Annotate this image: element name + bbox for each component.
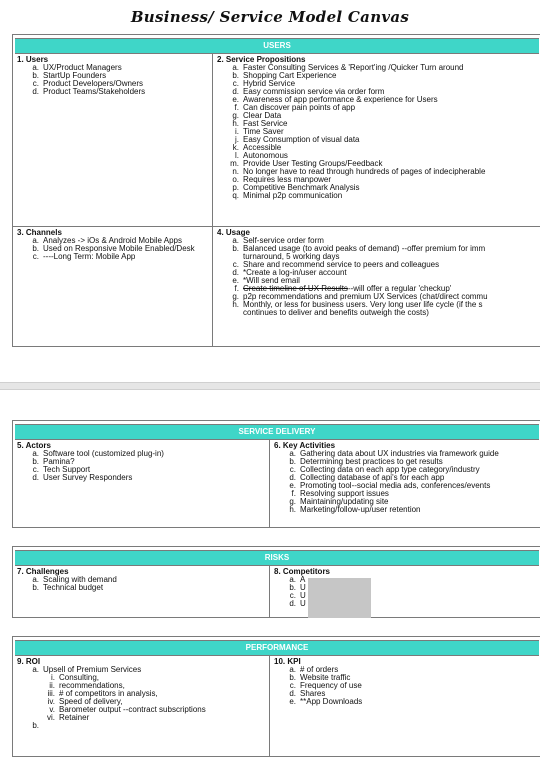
list-text: Retainer [59,713,90,722]
list-text: # of competitors in analysis, [59,689,158,698]
list-marker: b. [232,244,239,253]
list-marker: e. [232,276,239,285]
list-marker: iv. [47,697,55,706]
propositions-title: 2. Service Propositions [217,55,306,64]
list-marker: c. [232,79,239,88]
list-item [17,722,265,730]
list-marker: f. [234,103,239,112]
list-marker: d. [32,473,39,482]
list-text: U [300,599,306,608]
list-text: Product Teams/Stakeholders [43,87,146,96]
list-marker: v. [49,705,55,714]
list-text-continued: --will offer a regular 'checkup' [347,284,452,293]
actors-title: 5. Actors [17,441,51,450]
list-marker: e. [232,95,239,104]
list-text: Consulting, [59,673,100,682]
list-text: continues to deliver and benefits outweigh the costs) [243,308,429,317]
list-marker: ii. [49,681,55,690]
list-marker: h. [232,300,239,309]
list-marker: h. [232,119,239,128]
usage-list [217,237,535,317]
list-marker: b. [32,583,39,592]
list-marker: i. [51,673,55,682]
service-delivery-section [12,420,540,528]
list-marker: c. [232,260,239,269]
list-marker: a. [232,236,239,245]
list-marker: d. [289,599,296,608]
list-text: Marketing/follow-up/user retention [300,505,421,514]
roi-cell[interactable] [13,656,270,757]
list-text: Provide User Testing Groups/Feedback [243,159,383,168]
list-text: Monthly, or less for business users. Very long user life cycle (if the s [243,300,483,309]
users-section [12,34,540,347]
section-header-risks: RISKS [15,550,539,566]
list-marker: a. [32,236,39,245]
list-marker: h. [289,505,296,514]
roi-list [17,666,265,730]
kpi-list [274,666,535,706]
list-marker: b. [32,721,39,730]
list-text: Self-service order form [243,236,324,245]
list-text: Frequency of use [300,681,362,690]
list-text: Resolving support issues [300,489,389,498]
list-marker: d. [32,87,39,96]
list-marker: b. [32,457,39,466]
list-marker: iii. [47,689,55,698]
activities-list [274,450,535,514]
list-marker: f. [234,284,239,293]
list-marker: o. [232,175,239,184]
list-item [274,506,535,514]
list-text: Competitive Benchmark Analysis [243,183,360,192]
list-marker: c. [32,252,39,261]
page-title: Business/ Service Model Canvas [130,8,410,26]
list-text: A [300,575,306,584]
list-text: UX/Product Managers [43,63,122,72]
list-marker: g. [289,497,296,506]
list-text: turnaround, 5 working days [243,252,340,261]
page-break [0,382,540,390]
list-text: Barometer output --contract subscriptions [59,705,206,714]
section-header-users: USERS [15,38,539,54]
roi-title: 9. ROI [17,657,41,666]
list-marker: k. [232,143,239,152]
list-text: Maintaining/updating site [300,497,389,506]
list-text: Can discover pain points of app [243,103,356,112]
list-text: Collecting database of api's for each app [300,473,445,482]
list-text: Tech Support [43,465,91,474]
list-text: Determining best practices to get results [300,457,443,466]
list-item [17,714,265,722]
performance-section [12,636,540,757]
list-marker: c. [289,681,296,690]
list-marker: i. [235,127,239,136]
list-text: **App Downloads [300,697,363,706]
list-text: Technical budget [43,583,104,592]
redaction-block [308,578,371,618]
propositions-list [217,64,535,200]
risks-section [12,546,540,618]
users-list [17,64,208,96]
list-item [17,584,265,592]
list-item [274,698,535,706]
list-text: StartUp Founders [43,71,107,80]
competitors-title: 8. Competitors [274,567,331,576]
list-text: # of orders [300,665,339,674]
propositions-cell[interactable] [213,54,539,226]
list-item [17,253,208,261]
list-text: U [300,591,306,600]
channels-title: 3. Channels [17,228,62,237]
list-text: Collecting data on each app type category/industry [300,465,480,474]
actors-list [17,450,265,482]
list-text: Gathering data about UX industries via framework guide [300,449,499,458]
list-text: Promoting tool--social media ads, conferences/events [300,481,491,490]
list-item [217,309,535,317]
list-text: Used on Responsive Mobile Enabled/Desk [43,244,195,253]
list-marker: a. [289,575,296,584]
list-text: Create timeline of UX Results [243,284,348,293]
list-text: Easy commission service via order form [243,87,385,96]
list-text: Time Saver [243,127,284,136]
list-marker: l. [235,151,239,160]
list-marker: n. [232,167,239,176]
list-text: Faster Consulting Services & 'Report'ing /Quicker Turn around [243,63,464,72]
list-marker: e. [289,697,296,706]
list-text: Product Developers/Owners [43,79,144,88]
challenges-list [17,576,265,592]
list-marker: a. [289,449,296,458]
list-marker: p. [232,183,239,192]
list-text: Minimal p2p communication [243,191,343,200]
list-marker: b. [32,71,39,80]
list-marker [217,253,243,261]
list-text: recommendations, [59,681,125,690]
list-text: Upsell of Premium Services [43,665,142,674]
list-text: Fast Service [243,119,288,128]
list-marker: d. [232,268,239,277]
list-text: Shares [300,689,326,698]
list-marker: f. [291,489,296,498]
section-header-service-delivery: SERVICE DELIVERY [15,424,539,440]
challenges-cell[interactable] [13,566,270,618]
list-text: *Will send email [243,276,300,285]
list-marker: c. [289,465,296,474]
actors-cell[interactable] [13,440,270,528]
challenges-title: 7. Challenges [17,567,69,576]
list-text: Autonomous [243,151,288,160]
usage-cell[interactable] [213,227,539,347]
list-text: Pamina? [43,457,75,466]
list-marker: c. [289,591,296,600]
list-text: Accessible [243,143,282,152]
list-marker: b. [289,673,296,682]
list-text: U [300,583,306,592]
list-text: Software tool (customized plug-in) [43,449,164,458]
kpi-cell[interactable] [270,656,539,757]
list-text: Awareness of app performance & experience for Users [243,95,438,104]
list-text: Speed of delivery, [59,697,123,706]
usage-title: 4. Usage [217,228,250,237]
list-marker: b. [32,244,39,253]
list-marker: m. [230,159,239,168]
list-marker: c. [32,465,39,474]
list-marker: c. [32,79,39,88]
list-text: Scaling with demand [43,575,117,584]
channels-list [17,237,208,261]
list-marker: e. [289,481,296,490]
list-marker: d. [289,473,296,482]
list-text: Requires less manpower [243,175,332,184]
users-cell[interactable] [13,54,213,226]
list-item [17,88,208,96]
section-header-performance: PERFORMANCE [15,640,539,656]
list-marker: j. [235,135,239,144]
list-text: p2p recommendations and premium UX Services (chat/direct commu [243,292,488,301]
activities-cell[interactable] [270,440,539,528]
list-text: Analyzes -> iOs & Android Mobile Apps [43,236,182,245]
list-marker: a. [32,665,39,674]
list-marker: q. [232,191,239,200]
list-text: Hybrid Service [243,79,296,88]
list-marker: a. [289,665,296,674]
users-title: 1. Users [17,55,49,64]
list-text: *Create a log-in/user account [243,268,347,277]
list-marker: b. [232,71,239,80]
list-text: Website traffic [300,673,351,682]
list-text: User Survey Responders [43,473,133,482]
list-marker: a. [32,63,39,72]
list-marker [217,309,243,317]
list-marker: d. [289,689,296,698]
channels-cell[interactable] [13,227,213,347]
list-marker: g. [232,111,239,120]
list-text: Shopping Cart Experience [243,71,337,80]
list-text: No longer have to read through hundreds of pages of indecipherable [243,167,486,176]
list-marker: a. [32,449,39,458]
list-marker: a. [32,575,39,584]
list-marker: b. [289,583,296,592]
list-text: Balanced usage (to avoid peaks of demand) --offer premium for imm [243,244,486,253]
list-marker: b. [289,457,296,466]
list-text: Share and recommend service to peers and colleagues [243,260,440,269]
list-marker: vi. [47,713,55,722]
list-marker: d. [232,87,239,96]
list-text: ----Long Term: Mobile App [43,252,136,261]
list-marker: a. [232,63,239,72]
list-item [217,192,535,200]
activities-title: 6. Key Activities [274,441,336,450]
list-text: Clear Data [243,111,282,120]
kpi-title: 10. KPI [274,657,301,666]
list-text: Easy Consumption of visual data [243,135,360,144]
list-item [17,474,265,482]
list-marker: g. [232,292,239,301]
